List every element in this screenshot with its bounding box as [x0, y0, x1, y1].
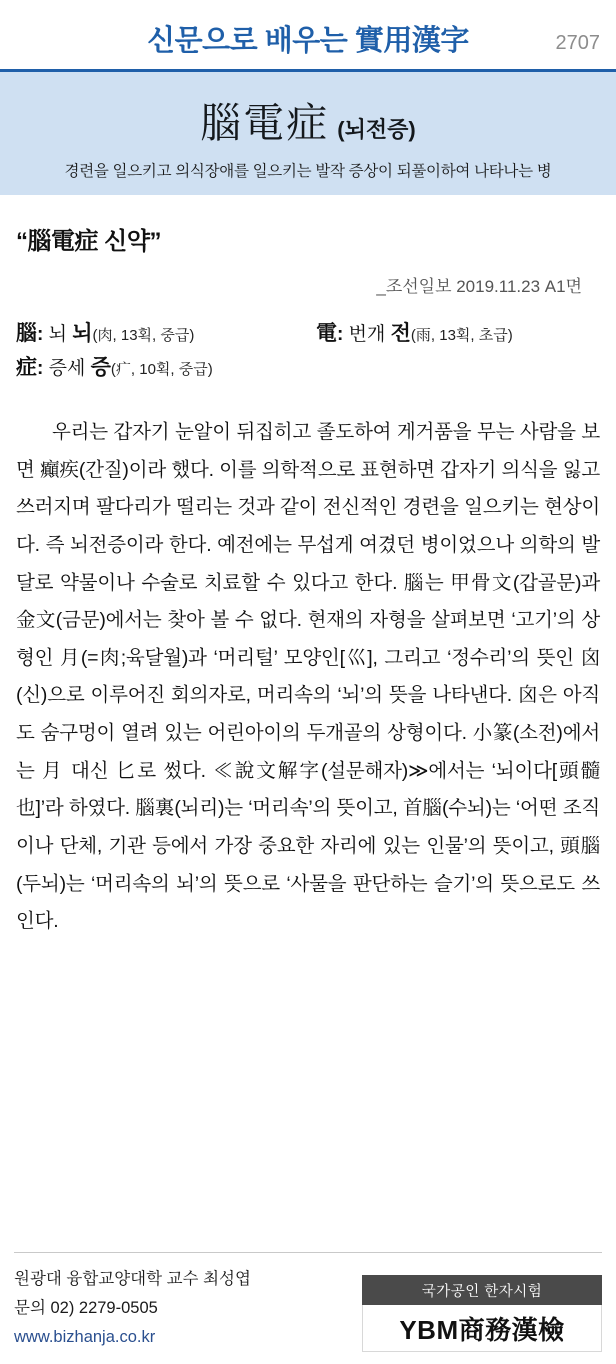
headword-line	[10, 90, 606, 149]
contact-line: 문의 02) 2279-0505	[14, 1299, 158, 1318]
footer-inner	[14, 1265, 602, 1352]
footer-divider	[14, 1252, 602, 1253]
headword-band	[0, 72, 616, 195]
gloss-meaning: 증세	[48, 357, 86, 379]
gloss-char: 電	[316, 320, 337, 345]
gloss-row-2	[16, 351, 600, 385]
website-link[interactable]: www.bizhanja.co.kr	[14, 1328, 156, 1347]
issue-number: 2707	[555, 32, 600, 54]
gloss-entry-2	[316, 317, 513, 351]
footer	[0, 1252, 616, 1364]
article-text: 우리는 갑자기 눈알이 뒤집히고 졸도하여 게거품을 무는 사람을 보면 癲疾(간질)이라 했다. 이를 의학적으로 표현하면 갑자기 의식을 잃고 쓰러지며 팔다리가 떨리는 것과 같이 전신적인 경련을 일으키는 현상이다. 즉 뇌전증이라 한다. 예전에는 무섭게 여겼던 병이었으나 의학의 발달로 약물이나 수술로 치료할 수 있다고 한다. 腦는 甲骨文(갑골문)과 金文(금문)에서는 찾아 볼 수 없다. 현재의 자형을 살펴보면 ‘고기’의 상형인 月(=肉;육달월)과 ‘머리털’ 모양인[巛], 그리고 ‘정수리’의 뜻인 囟(신)으로 이루어진 회의자로, 머리속의 ‘뇌’의 뜻을 나타낸다. 囟은 아직도 숨구멍이 열려 있는 어린아이의 두개골의 상형이다. 小篆(소전)에서는 月 대신 匕로 썼다. ≪說文解字(설문해자)≫에서는 ‘뇌이다[頭髓也]’라 하였다. 腦裏(뇌리)는 ‘머리속’의 뜻이고, 首腦(수뇌)는 ‘어떤 조직이나 단체, 기관 등에서 가장 중요한 자리에 있는 인물’의 뜻이고, 頭腦(두뇌)는 ‘머리속의 뇌’의 뜻으로 ‘사물을 판단하는 슬기’의 뜻으로도 쓰인다.	[16, 421, 600, 933]
news-quote: “腦電症 신약”	[16, 228, 162, 255]
gloss-colon: :	[337, 324, 344, 345]
brand-logo[interactable]	[362, 1275, 602, 1352]
masthead-title-hanja: 實用漢字	[354, 25, 469, 57]
gloss-meaning: 번개	[348, 324, 386, 345]
gloss-colon: :	[37, 357, 44, 379]
brand-tagline: 국가공인 한자시험	[362, 1275, 602, 1305]
gloss-detail: (肉, 13획, 중급)	[92, 327, 195, 344]
headword-reading: (뇌전증)	[337, 117, 416, 142]
gloss-detail: (疒, 10획, 중급)	[110, 360, 213, 378]
gloss-sound: 증	[90, 355, 111, 379]
gloss-colon: :	[37, 324, 44, 345]
gloss-detail: (雨, 13획, 초급)	[410, 327, 513, 344]
page-title	[147, 18, 469, 59]
brand-name-hanja: 商務漢檢	[458, 1316, 565, 1346]
masthead-title-korean: 신문으로 배우는	[147, 25, 355, 57]
gloss-char: 腦	[16, 320, 37, 345]
gloss-sound: 전	[390, 322, 411, 345]
footer-credits	[14, 1265, 251, 1352]
article-body	[0, 384, 616, 941]
quote-block	[0, 195, 616, 297]
brand-name	[362, 1305, 602, 1352]
gloss-sound: 뇌	[72, 322, 93, 345]
character-gloss-list	[0, 297, 616, 384]
author-line: 원광대 융합교양대학 교수 최성엽	[14, 1270, 251, 1289]
gloss-char: 症	[16, 353, 37, 379]
news-source: _조선일보 2019.11.23 A1면	[376, 277, 582, 296]
gloss-entry-1	[16, 317, 316, 351]
gloss-row-1	[16, 317, 600, 351]
gloss-entry-3	[16, 351, 213, 385]
gloss-meaning: 뇌	[48, 324, 67, 345]
masthead	[0, 0, 616, 69]
headword-definition: 경련을 일으키고 의식장애를 일으키는 발작 증상이 되풀이하여 나타나는 병	[64, 163, 552, 180]
brand-name-ybm: YBM	[399, 1315, 459, 1345]
headword-hanja: 腦電症	[200, 99, 330, 147]
